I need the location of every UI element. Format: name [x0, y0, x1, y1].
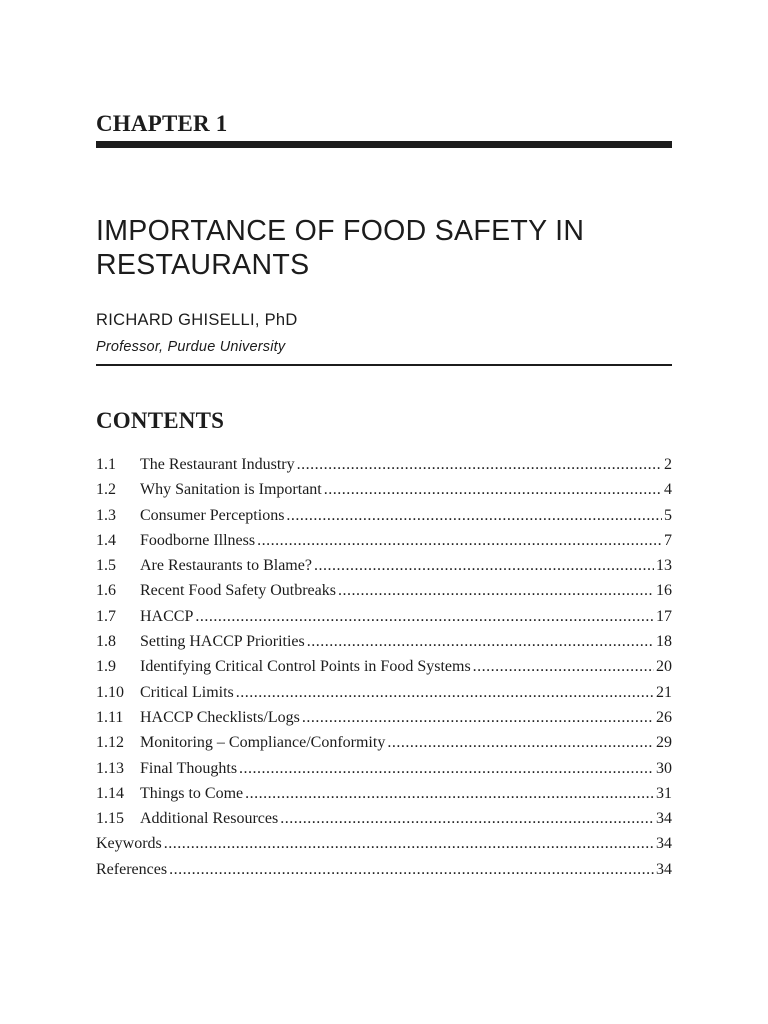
toc-dot-leader: [302, 705, 654, 730]
toc-entry[interactable]: [96, 781, 672, 806]
toc-entry-title: Additional Resources: [140, 810, 279, 828]
toc-entry[interactable]: [96, 503, 672, 528]
chapter-rule: [96, 141, 672, 148]
toc-entry-title: Setting HACCP Priorities: [140, 633, 305, 651]
toc-entry-page: 29: [656, 734, 672, 752]
toc-entry[interactable]: [96, 452, 672, 477]
toc-dot-leader: [236, 680, 654, 705]
toc-entry-page: 21: [656, 683, 672, 701]
toc-entry-title: Are Restaurants to Blame?: [140, 557, 312, 575]
toc-dot-leader: [239, 756, 654, 781]
toc-entry-title: The Restaurant Industry: [140, 456, 295, 473]
toc-entry[interactable]: [96, 730, 672, 755]
toc-dot-leader: [314, 553, 654, 578]
toc-dot-leader: [387, 730, 654, 755]
toc-entry[interactable]: [96, 553, 672, 578]
toc-dot-leader: [324, 477, 662, 502]
toc-dot-leader: [245, 781, 654, 806]
toc-dot-leader: [473, 654, 654, 679]
toc-entry-number: 1.12: [96, 734, 124, 752]
toc-entry-keywords[interactable]: [96, 831, 672, 856]
toc-dot-leader: [338, 578, 654, 603]
toc-entry-title: Identifying Critical Control Points in Food Systems: [140, 658, 471, 676]
toc-entry-title: Recent Food Safety Outbreaks: [140, 582, 336, 600]
toc-entry-number: 1.2: [96, 481, 116, 499]
toc-entry-number: 1.13: [96, 759, 124, 777]
toc-entry-page: 26: [656, 708, 672, 726]
author-name: RICHARD GHISELLI, PhD: [96, 311, 298, 329]
toc-dot-leader: [307, 629, 654, 654]
toc-entry-number: 1.15: [96, 810, 124, 828]
toc-entry-page: 7: [664, 531, 672, 549]
toc-entry-page: 16: [656, 582, 672, 600]
toc-entry-title: HACCP Checklists/Logs: [140, 708, 300, 726]
toc-entry-title: Final Thoughts: [140, 759, 238, 777]
toc-entry-title: Consumer Perceptions: [140, 506, 285, 524]
book-page: [96, 0, 672, 1024]
toc-entry-title: Why Sanitation is Important: [140, 481, 322, 499]
toc-entry-number: 1.9: [96, 658, 116, 676]
toc-dot-leader: [297, 452, 662, 477]
toc-entry[interactable]: [96, 578, 672, 603]
toc-dot-leader: [286, 503, 662, 528]
toc-entry-number: 1.6: [96, 582, 116, 600]
toc-dot-leader: [257, 528, 662, 553]
toc-entry-page: 34: [656, 860, 672, 878]
author-affiliation: Professor, Purdue University: [96, 339, 286, 355]
toc-entry-number: 1.11: [96, 708, 124, 726]
toc-entry-number: 1.14: [96, 784, 124, 802]
toc-entry-number: 1.3: [96, 506, 116, 524]
toc-entry-page: 13: [656, 557, 672, 575]
toc-entry[interactable]: [96, 680, 672, 705]
toc-entry-number: 1.1: [96, 456, 116, 473]
toc-entry-page: 4: [664, 481, 672, 499]
toc-entry-title: Critical Limits: [140, 683, 234, 701]
toc-entry-title: References: [96, 860, 168, 878]
toc-entry[interactable]: [96, 654, 672, 679]
toc-entry-title: Keywords: [96, 835, 162, 853]
toc-entry[interactable]: [96, 629, 672, 654]
toc-dot-leader: [169, 857, 654, 882]
table-of-contents: [96, 452, 672, 882]
contents-heading: CONTENTS: [96, 408, 225, 433]
toc-entry-number: 1.4: [96, 531, 116, 549]
toc-entry[interactable]: [96, 528, 672, 553]
toc-dot-leader: [164, 831, 654, 856]
author-rule: [96, 364, 672, 366]
toc-entry-number: 1.7: [96, 607, 116, 625]
toc-entry-number: 1.5: [96, 557, 116, 575]
toc-entry-title: HACCP: [140, 607, 194, 625]
toc-entry[interactable]: [96, 604, 672, 629]
toc-entry-page: 20: [656, 658, 672, 676]
toc-entry-title: Monitoring – Compliance/Conformity: [140, 734, 386, 752]
toc-entry[interactable]: [96, 705, 672, 730]
toc-entry[interactable]: [96, 756, 672, 781]
toc-entry-number: 1.8: [96, 633, 116, 651]
toc-entry-number: 1.10: [96, 683, 124, 701]
chapter-label: CHAPTER 1: [96, 111, 228, 136]
toc-entry-title: Things to Come: [140, 784, 244, 802]
toc-entry-page: 2: [664, 456, 672, 473]
toc-entry-references[interactable]: [96, 857, 672, 882]
toc-dot-leader: [280, 806, 654, 831]
chapter-title: IMPORTANCE OF FOOD SAFETY IN RESTAURANTS: [96, 215, 585, 281]
toc-entry-page: 17: [656, 607, 672, 625]
toc-entry-page: 5: [664, 506, 672, 524]
toc-entry-page: 30: [656, 759, 672, 777]
toc-entry-page: 31: [656, 784, 672, 802]
toc-entry-page: 18: [656, 633, 672, 651]
toc-entry[interactable]: [96, 477, 672, 502]
toc-entry-title: Foodborne Illness: [140, 531, 256, 549]
toc-entry[interactable]: [96, 806, 672, 831]
toc-entry-page: 34: [656, 835, 672, 853]
toc-dot-leader: [195, 604, 654, 629]
toc-entry-page: 34: [656, 810, 672, 828]
